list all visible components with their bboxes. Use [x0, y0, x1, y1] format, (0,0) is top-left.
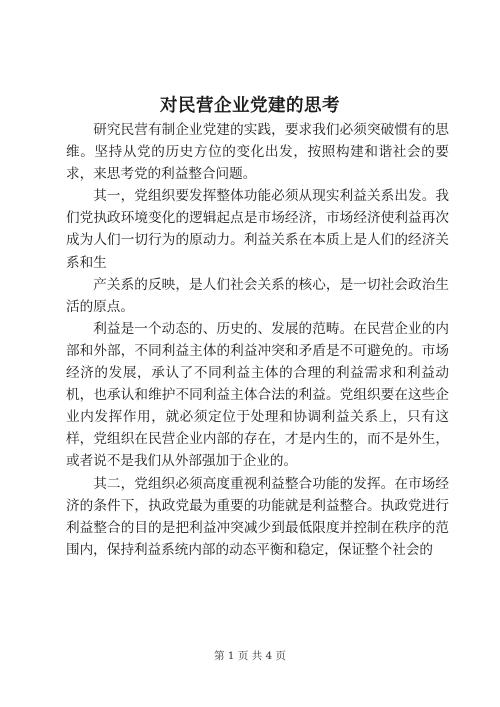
paragraph: 其一，党组织要发挥整体功能必须从现实利益关系出发。我们党执政环境变化的逻辑起点是市场经济，市场经济使利益再次成为人们一切行为的原动力。利益关系在本质上是人们的经济关系和生	[66, 188, 449, 271]
paragraph: 其二，党组织必须高度重视利益整合功能的发挥。在市场经济的条件下，执政党最为重要的功能就是利益整合。执政党进行利益整合的目的是把利益冲突减少到最低限度并控制在秩序的范围内，保持利益系统内部的动态平衡和稳定，保证整个社会的	[66, 475, 449, 558]
paragraph: 利益是一个动态的、历史的、发展的范畴。在民营企业的内部和外部，不同利益主体的利益冲突和矛盾是不可避免的。市场经济的发展，承认了不同利益主体的合理的利益需求和利益动机，也承认和维护不同利益主体合法的利益。党组织要在这些企业内发挥作用，就必须定位于处理和协调利益关系上，只有这样，党组织在民营企业内部的存在，才是内生的，而不是外生，或者说不是我们从外部强加于企业的。	[66, 320, 449, 470]
paragraph: 研究民营有制企业党建的实践，要求我们必须突破惯有的思维。坚持从党的历史方位的变化出发，按照构建和谐社会的要求，来思考党的利益整合问题。	[66, 122, 449, 183]
document-body	[66, 119, 449, 561]
paragraph: 产关系的反映，是人们社会关系的核心，是一切社会政治生活的原点。	[66, 276, 449, 315]
page-number-footer: 第 1 页 共 4 页	[213, 650, 287, 662]
document-title: 对民营企业党建的思考	[160, 96, 340, 116]
